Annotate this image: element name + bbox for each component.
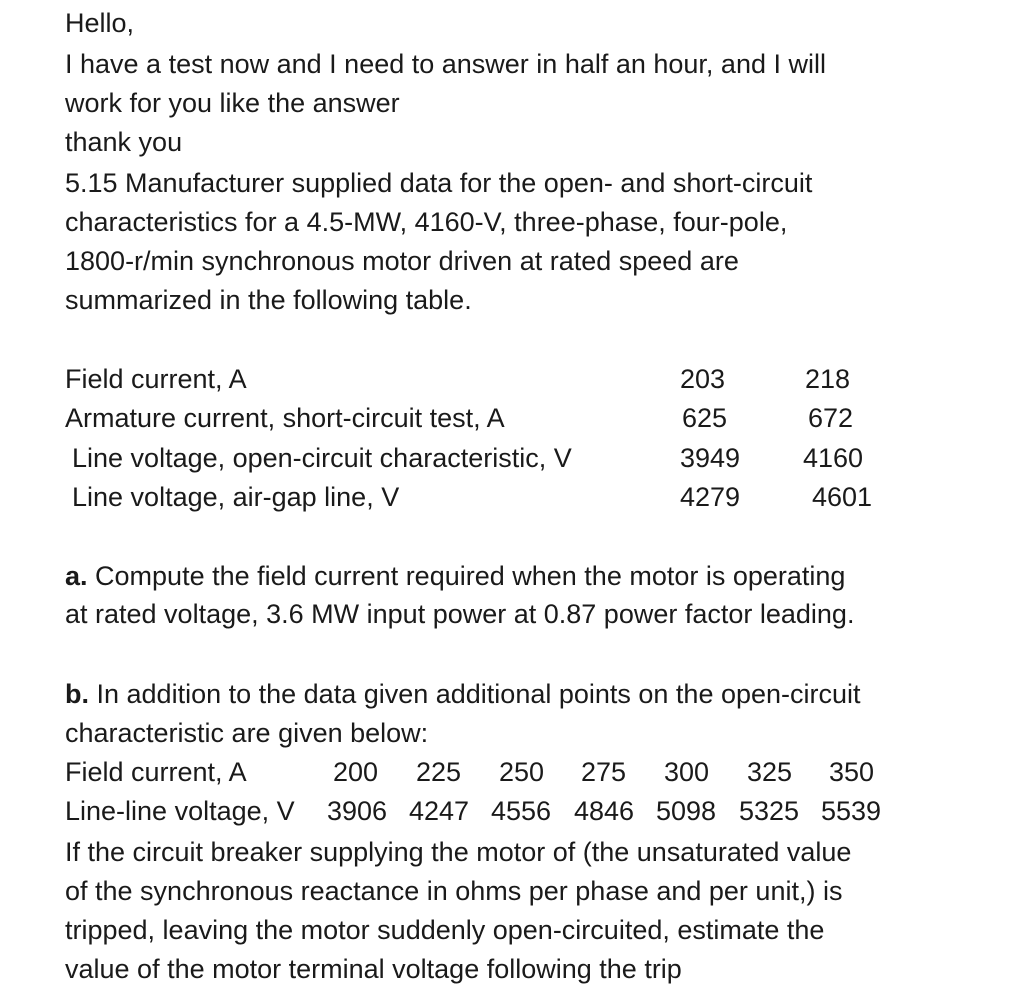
oc-field-value: 300 xyxy=(664,757,710,787)
part-b-line: value of the motor terminal voltage following the trip xyxy=(65,954,682,984)
table-cell: 218 xyxy=(805,364,851,394)
problem-line: 1800-r/min synchronous motor driven at rated speed are xyxy=(65,246,739,276)
oc-field-value: 350 xyxy=(829,757,875,787)
oc-voltage-value: 5539 xyxy=(821,796,882,826)
table-cell: 672 xyxy=(808,403,854,433)
problem-line: summarized in the following table. xyxy=(65,285,472,315)
part-a-line xyxy=(65,563,845,590)
part-a-text: Compute the field current required when the motor is operating xyxy=(87,561,846,591)
oc-voltage-value: 4247 xyxy=(409,796,470,826)
part-b-text: In addition to the data given additional points on the open-circuit xyxy=(89,679,861,709)
part-b-line: tripped, leaving the motor suddenly open-circuited, estimate the xyxy=(65,915,825,945)
problem-line: 5.15 Manufacturer supplied data for the open- and short-circuit xyxy=(65,168,813,198)
part-b-line xyxy=(65,681,861,708)
oc-voltage-value: 4556 xyxy=(491,796,552,826)
greeting-text: Hello, xyxy=(65,8,135,38)
table-row-label: Line voltage, air-gap line, V xyxy=(72,482,400,512)
oc-field-value: 275 xyxy=(581,757,627,787)
table-cell: 4279 xyxy=(680,482,741,512)
part-b-line: characteristic are given below: xyxy=(65,718,429,748)
intro-line: thank you xyxy=(65,127,183,157)
oc-voltage-value: 3906 xyxy=(327,796,388,826)
table-row-label: Field current, A xyxy=(65,364,247,394)
oc-voltage-value: 4846 xyxy=(574,796,635,826)
oc-field-label: Field current, A xyxy=(65,757,247,787)
oc-field-value: 250 xyxy=(499,757,545,787)
oc-voltage-value: 5098 xyxy=(656,796,717,826)
part-b-line: If the circuit breaker supplying the motor of (the unsaturated value xyxy=(65,837,852,867)
table-row-label: Armature current, short-circuit test, A xyxy=(65,403,505,433)
part-a-marker: a. xyxy=(65,561,88,591)
oc-field-value: 325 xyxy=(747,757,793,787)
intro-line: I have a test now and I need to answer in half an hour, and I will xyxy=(65,49,826,79)
table-cell: 3949 xyxy=(680,443,741,473)
table-cell: 203 xyxy=(680,364,726,394)
table-cell: 4160 xyxy=(803,443,864,473)
table-cell: 4601 xyxy=(812,482,873,512)
part-b-line: of the synchronous reactance in ohms per phase and per unit,) is xyxy=(65,876,843,906)
oc-field-value: 225 xyxy=(416,757,462,787)
problem-line: characteristics for a 4.5-MW, 4160-V, three-phase, four-pole, xyxy=(65,207,788,237)
part-a-line: at rated voltage, 3.6 MW input power at 0.87 power factor leading. xyxy=(65,599,855,629)
table-row-label: Line voltage, open-circuit characteristic, V xyxy=(72,443,572,473)
table-cell: 625 xyxy=(682,403,728,433)
oc-voltage-label: Line-line voltage, V xyxy=(65,796,295,826)
oc-field-value: 200 xyxy=(333,757,379,787)
part-b-marker: b. xyxy=(65,679,89,709)
intro-line: work for you like the answer xyxy=(65,88,400,118)
oc-voltage-value: 5325 xyxy=(739,796,800,826)
